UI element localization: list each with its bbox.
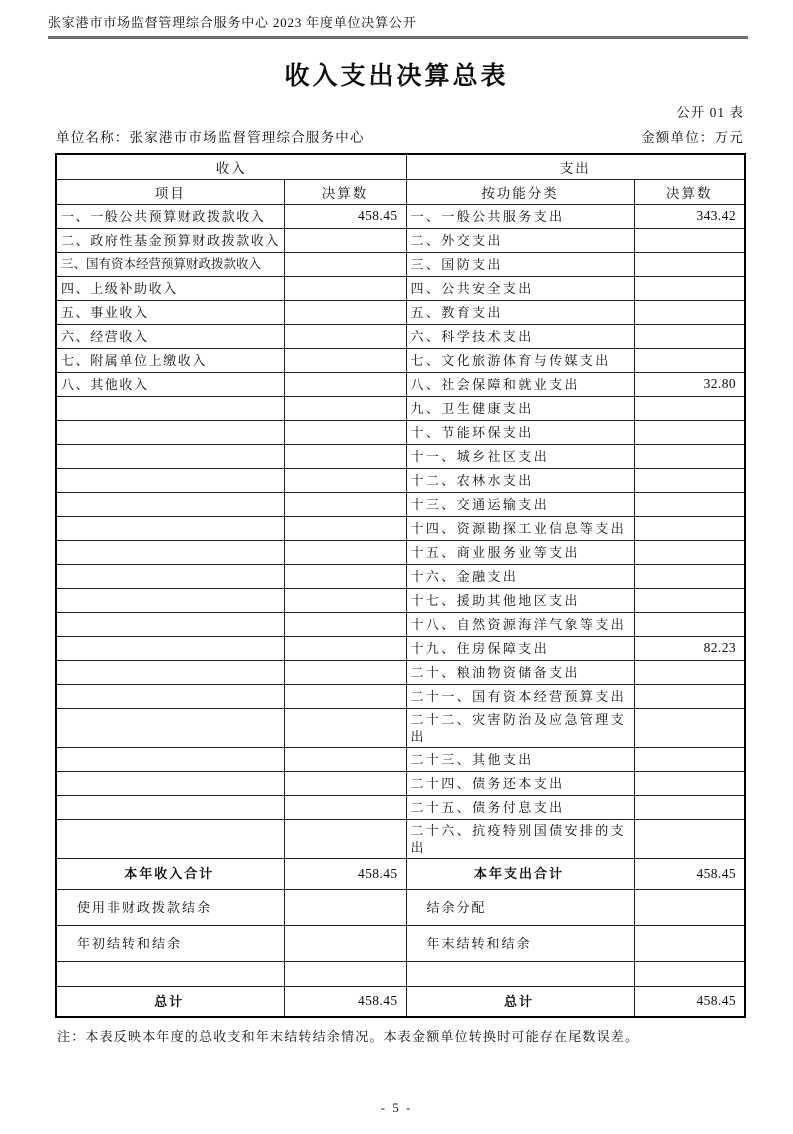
income-value-cell	[284, 588, 406, 612]
expense-item-cell: 六、科学技术支出	[406, 324, 634, 348]
income-item-column-header: 项目	[56, 179, 284, 204]
expense-value-cell	[634, 468, 745, 492]
income-value-cell	[284, 660, 406, 684]
table-row	[56, 372, 745, 396]
income-item-cell	[56, 795, 284, 819]
expense-item-cell: 十五、商业服务业等支出	[406, 540, 634, 564]
expense-item-cell: 二十三、其他支出	[406, 747, 634, 771]
expense-value-cell	[634, 492, 745, 516]
expense-value-cell: 32.80	[634, 372, 745, 396]
income-item-cell	[56, 961, 284, 986]
amount-unit-label: 金额单位：万元	[641, 130, 744, 145]
expense-item-cell: 十、节能环保支出	[406, 420, 634, 444]
expense-value-cell	[634, 684, 745, 708]
income-value-cell	[284, 684, 406, 708]
income-value-cell	[284, 925, 406, 961]
expense-value-cell: 82.23	[634, 636, 745, 660]
summary-row-carry	[56, 925, 745, 961]
income-value-cell	[284, 492, 406, 516]
summary-row-blank	[56, 961, 745, 986]
income-value-column-header: 决算数	[284, 179, 406, 204]
income-item-cell: 年初结转和结余	[56, 925, 284, 961]
expense-value-column-header: 决算数	[634, 179, 745, 204]
expense-value-cell	[634, 516, 745, 540]
expense-item-cell: 十四、资源勘探工业信息等支出	[406, 516, 634, 540]
expense-item-cell: 七、文化旅游体育与传媒支出	[406, 348, 634, 372]
expense-item-cell: 三、国防支出	[406, 252, 634, 276]
income-value-cell	[284, 708, 406, 747]
income-item-cell	[56, 516, 284, 540]
expense-item-cell: 二十五、债务付息支出	[406, 795, 634, 819]
income-value-cell	[284, 771, 406, 795]
income-value-cell	[284, 444, 406, 468]
income-value-cell	[284, 324, 406, 348]
income-value-cell	[284, 396, 406, 420]
income-item-cell: 二、政府性基金预算财政拨款收入	[56, 228, 284, 252]
expense-value-cell	[634, 540, 745, 564]
expense-value-cell	[634, 889, 745, 925]
expense-item-cell: 二、外交支出	[406, 228, 634, 252]
income-value-cell	[284, 636, 406, 660]
table-row	[56, 444, 745, 468]
expense-value-cell	[634, 348, 745, 372]
income-value-cell	[284, 612, 406, 636]
table-row	[56, 819, 745, 858]
table-row	[56, 564, 745, 588]
expense-value-cell	[634, 564, 745, 588]
expense-value-cell: 458.45	[634, 986, 745, 1017]
income-item-cell	[56, 636, 284, 660]
table-row	[56, 492, 745, 516]
expense-value-cell	[634, 925, 745, 961]
page-title: 收入支出决算总表	[284, 62, 509, 90]
income-item-cell: 六、经营收入	[56, 324, 284, 348]
income-section-header: 收入	[56, 154, 406, 179]
income-item-cell: 三、国有资本经营预算财政拨款收入	[56, 252, 284, 276]
expense-item-cell: 十二、农林水支出	[406, 468, 634, 492]
expense-item-cell: 年末结转和结余	[406, 925, 634, 961]
document-header	[48, 12, 748, 39]
income-item-cell	[56, 564, 284, 588]
table-row	[56, 747, 745, 771]
expense-item-cell: 二十一、国有资本经营预算支出	[406, 684, 634, 708]
expense-item-cell: 一、一般公共服务支出	[406, 204, 634, 228]
table-row	[56, 348, 745, 372]
income-value-cell: 458.45	[284, 204, 406, 228]
expense-item-cell	[406, 961, 634, 986]
income-value-cell	[284, 228, 406, 252]
expense-value-cell	[634, 660, 745, 684]
table-row	[56, 324, 745, 348]
expense-value-cell	[634, 612, 745, 636]
table-row	[56, 228, 745, 252]
expense-item-cell: 本年支出合计	[406, 858, 634, 889]
income-value-cell	[284, 795, 406, 819]
table-row	[56, 300, 745, 324]
summary-row-total	[56, 858, 745, 889]
income-item-cell: 七、附属单位上缴收入	[56, 348, 284, 372]
expense-item-cell: 结余分配	[406, 889, 634, 925]
page-number: - 5 -	[380, 1100, 413, 1115]
income-item-cell: 一、一般公共预算财政拨款收入	[56, 204, 284, 228]
table-row	[56, 612, 745, 636]
expense-value-cell	[634, 444, 745, 468]
income-item-cell	[56, 819, 284, 858]
income-item-cell	[56, 684, 284, 708]
expense-value-cell	[634, 819, 745, 858]
expense-value-cell	[634, 228, 745, 252]
income-item-cell	[56, 708, 284, 747]
column-header-row	[56, 179, 745, 204]
income-item-cell	[56, 444, 284, 468]
form-code-label: 公开 01 表	[676, 105, 744, 120]
income-item-cell: 八、其他收入	[56, 372, 284, 396]
income-value-cell	[284, 516, 406, 540]
income-item-cell	[56, 588, 284, 612]
expense-item-cell: 二十、粮油物资储备支出	[406, 660, 634, 684]
expense-item-cell: 十六、金融支出	[406, 564, 634, 588]
summary-row-carry	[56, 889, 745, 925]
income-item-cell	[56, 540, 284, 564]
section-header-row	[56, 154, 745, 179]
income-item-cell	[56, 612, 284, 636]
expense-item-cell: 四、公共安全支出	[406, 276, 634, 300]
expense-item-cell: 十九、住房保障支出	[406, 636, 634, 660]
table-row	[56, 684, 745, 708]
income-item-cell: 四、上级补助收入	[56, 276, 284, 300]
expense-item-cell: 十七、援助其他地区支出	[406, 588, 634, 612]
expense-value-cell: 458.45	[634, 858, 745, 889]
income-item-cell: 使用非财政拨款结余	[56, 889, 284, 925]
table-row	[56, 660, 745, 684]
table-row	[56, 204, 745, 228]
table-row	[56, 468, 745, 492]
income-value-cell	[284, 420, 406, 444]
expense-value-cell	[634, 961, 745, 986]
expense-value-cell	[634, 396, 745, 420]
income-item-cell	[56, 747, 284, 771]
expense-value-cell	[634, 708, 745, 747]
table-row	[56, 396, 745, 420]
table-row	[56, 420, 745, 444]
income-value-cell: 458.45	[284, 858, 406, 889]
meta-row	[56, 126, 744, 146]
expense-value-cell	[634, 300, 745, 324]
income-value-cell	[284, 889, 406, 925]
table-row	[56, 540, 745, 564]
income-item-cell	[56, 468, 284, 492]
table-row	[56, 708, 745, 747]
expense-value-cell	[634, 588, 745, 612]
income-value-cell	[284, 540, 406, 564]
income-value-cell	[284, 372, 406, 396]
expense-item-cell: 九、卫生健康支出	[406, 396, 634, 420]
document-header-text: 张家港市市场监督管理综合服务中心 2023 年度单位决算公开	[48, 15, 417, 30]
income-value-cell	[284, 819, 406, 858]
income-item-cell: 总计	[56, 986, 284, 1017]
income-item-cell: 本年收入合计	[56, 858, 284, 889]
income-item-cell	[56, 396, 284, 420]
expense-value-cell	[634, 276, 745, 300]
table-row	[56, 588, 745, 612]
expense-value-cell	[634, 420, 745, 444]
expense-value-cell	[634, 324, 745, 348]
expense-item-cell: 十一、城乡社区支出	[406, 444, 634, 468]
summary-row-grand	[56, 986, 745, 1017]
expense-section-header: 支出	[406, 154, 745, 179]
footnote: 注：本表反映本年度的总收支和年末结转结余情况。本表金额单位转换时可能存在尾数误差。	[57, 1029, 640, 1044]
expense-item-cell: 二十二、灾害防治及应急管理支出	[406, 708, 634, 747]
income-value-cell	[284, 348, 406, 372]
income-value-cell	[284, 468, 406, 492]
expense-item-cell: 五、教育支出	[406, 300, 634, 324]
income-expense-summary-table	[55, 153, 746, 1018]
income-value-cell	[284, 564, 406, 588]
income-value-cell	[284, 276, 406, 300]
income-item-cell: 五、事业收入	[56, 300, 284, 324]
expense-item-cell: 十三、交通运输支出	[406, 492, 634, 516]
table-row	[56, 636, 745, 660]
income-item-cell	[56, 660, 284, 684]
expense-value-cell	[634, 252, 745, 276]
expense-item-cell: 八、社会保障和就业支出	[406, 372, 634, 396]
expense-value-cell	[634, 795, 745, 819]
table-body	[56, 204, 745, 1017]
table-row	[56, 252, 745, 276]
expense-value-cell: 343.42	[634, 204, 745, 228]
table-row	[56, 516, 745, 540]
income-value-cell	[284, 747, 406, 771]
table-row	[56, 795, 745, 819]
income-value-cell	[284, 300, 406, 324]
expense-item-cell: 二十四、债务还本支出	[406, 771, 634, 795]
income-value-cell: 458.45	[284, 986, 406, 1017]
income-item-cell	[56, 771, 284, 795]
income-item-cell	[56, 420, 284, 444]
expense-item-cell: 十八、自然资源海洋气象等支出	[406, 612, 634, 636]
income-value-cell	[284, 252, 406, 276]
income-item-cell	[56, 492, 284, 516]
table-row	[56, 771, 745, 795]
unit-name-label: 单位名称：张家港市市场监督管理综合服务中心	[56, 130, 365, 145]
table-row	[56, 276, 745, 300]
income-value-cell	[284, 961, 406, 986]
expense-value-cell	[634, 747, 745, 771]
expense-item-cell: 总计	[406, 986, 634, 1017]
expense-value-cell	[634, 771, 745, 795]
expense-item-cell: 二十六、抗疫特别国债安排的支出	[406, 819, 634, 858]
expense-item-column-header: 按功能分类	[406, 179, 634, 204]
